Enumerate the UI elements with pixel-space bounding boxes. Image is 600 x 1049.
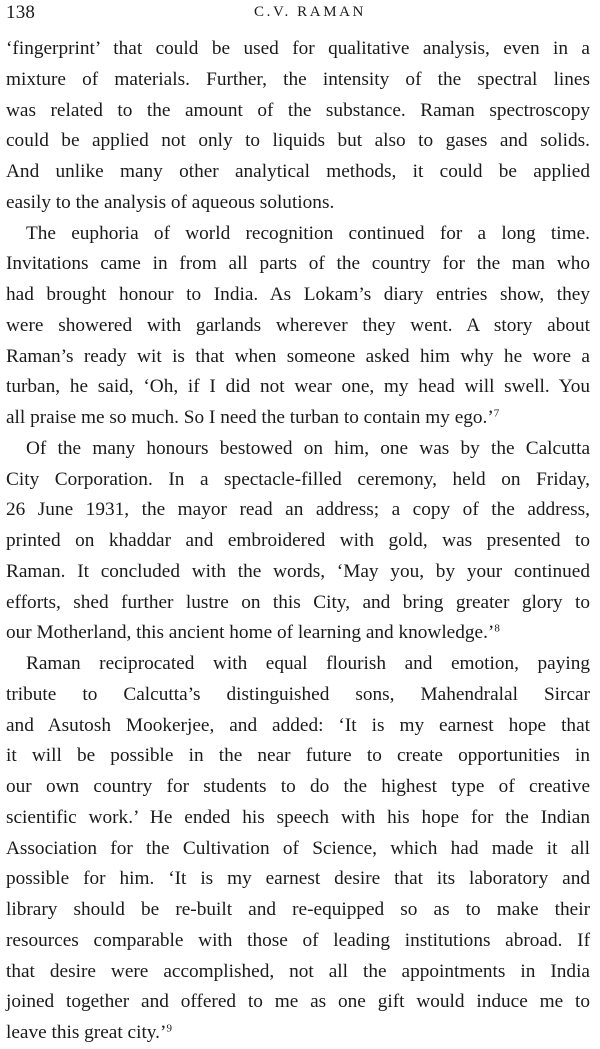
- text-line: possible for him. ‘It is my earnest desire that its laboratory and: [6, 868, 590, 890]
- text-line: it will be possible in the near future to create opportunities in: [6, 745, 590, 767]
- text-line: library should be re-built and re-equipped so as to make their: [6, 899, 590, 920]
- text-line: easily to the analysis of aqueous solutions.: [6, 191, 335, 213]
- text-line: leave this great city.’$^9$: [6, 1022, 172, 1043]
- text-line: could be applied not only to liquids but also to gases and solids.: [6, 130, 590, 152]
- footnote-marker[interactable]: 8: [494, 622, 500, 635]
- text-line: ‘fingerprint’ that could be used for qualitative analysis, even in a: [6, 38, 590, 59]
- text-line: tribute to Calcutta’s distinguished sons, Mahendralal Sircar: [6, 683, 590, 705]
- text-line: our Motherland, this ancient home of learning and knowledge.’$^8$: [6, 622, 500, 644]
- page-header: [6, 2, 594, 28]
- text-line: And unlike many other analytical methods, it could be applied: [6, 161, 590, 182]
- text-line: efforts, shed further lustre on this City, and bring greater glory to: [6, 591, 590, 613]
- text-line: Raman. It concluded with the words, ‘May you, by your continued: [6, 560, 590, 582]
- text-line: our own country for students to do the highest type of creative: [6, 776, 590, 797]
- text-line: Of the many honours bestowed on him, one was by the Calcutta: [26, 437, 590, 459]
- text-line: were showered with garlands wherever they went. A story about: [6, 314, 590, 336]
- footnote-marker[interactable]: 9: [166, 1022, 172, 1035]
- page-number: 138: [6, 2, 36, 23]
- text-line: 26 June 1931, the mayor read an address; a copy of the address,: [6, 499, 590, 521]
- text-line: that desire were accomplished, not all the appointments in India: [6, 960, 590, 982]
- text-line: Association for the Cultivation of Science, which had made it all: [6, 837, 590, 859]
- paragraph: [6, 434, 590, 649]
- text-line: and Asutosh Mookerjee, and added: ‘It is my earnest hope that: [6, 714, 590, 736]
- text-line: turban, he said, ‘Oh, if I did not wear one, my head will swell. You: [6, 376, 590, 398]
- text-line: printed on khaddar and embroidered with gold, was presented to: [6, 530, 590, 551]
- text-line: Invitations came in from all parts of the country for the man who: [6, 253, 590, 275]
- text-line: was related to the amount of the substance. Raman spectroscopy: [6, 99, 590, 121]
- running-head: C.V. RAMAN: [254, 4, 366, 20]
- text-line: City Corporation. In a spectacle-filled ceremony, held on Friday,: [6, 468, 590, 490]
- text-line: mixture of materials. Further, the intensity of the spectral lines: [6, 68, 590, 90]
- text-line: Raman reciprocated with equal flourish and emotion, paying: [26, 653, 590, 674]
- text-line: joined together and offered to me as one gift would induce me to: [6, 991, 590, 1013]
- paragraph: [6, 649, 590, 1049]
- paragraph: [6, 219, 590, 434]
- paragraph: [6, 34, 590, 219]
- text-line: resources comparable with those of leading institutions abroad. If: [6, 929, 590, 951]
- text-line: Raman’s ready wit is that when someone asked him why he wore a: [6, 345, 590, 367]
- text-line: The euphoria of world recognition continued for a long time.: [26, 222, 590, 244]
- text-line: all praise me so much. So I need the turban to contain my ego.’$^7$: [6, 407, 500, 428]
- text-line: had brought honour to India. As Lokam’s diary entries show, they: [6, 284, 590, 305]
- text-line: scientific work.’ He ended his speech with his hope for the Indian: [6, 806, 590, 828]
- footnote-marker[interactable]: 7: [493, 407, 500, 420]
- body-text: [6, 34, 590, 1049]
